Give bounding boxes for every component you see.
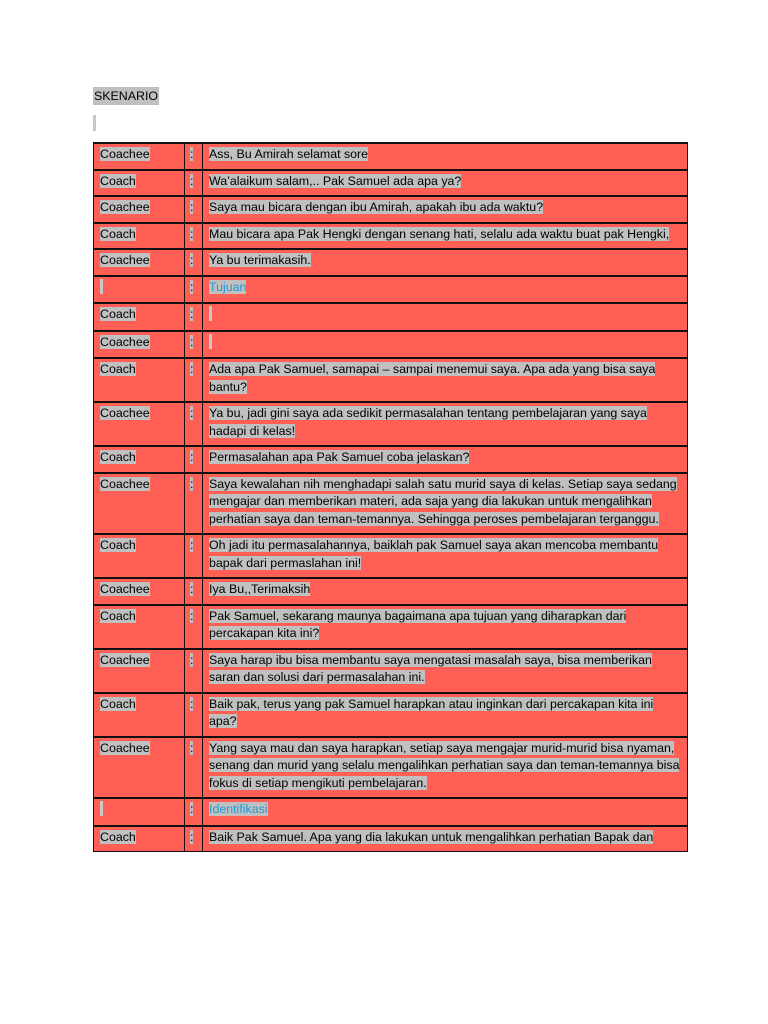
dialogue-row: [94, 402, 688, 446]
separator-cell: [185, 605, 203, 649]
separator: :: [190, 582, 194, 596]
speaker-label: Coach: [100, 696, 136, 711]
speaker-cell: [94, 534, 185, 578]
speaker-label: Coach: [100, 362, 136, 376]
utterance-text: Saya mau bicara dengan ibu Amirah, apakah ibu ada waktu?: [209, 200, 544, 214]
separator: :: [190, 279, 194, 294]
utterance-text: Mau bicara apa Pak Hengki dengan senang hati, selalu ada waktu buat pak Hengki,: [209, 226, 670, 241]
separator-cell: [185, 276, 203, 304]
speaker-label: Coachee: [100, 582, 150, 596]
separator-cell: [185, 196, 203, 223]
separator-cell: [185, 649, 203, 693]
dialogue-row: [94, 473, 688, 535]
speaker-cell: [94, 331, 185, 359]
speaker-cell: [94, 303, 185, 331]
speaker-label: Coachee: [100, 740, 150, 755]
dialogue-row: [94, 143, 688, 170]
dialogue-row: [94, 693, 688, 737]
speaker-label: Coachee: [100, 147, 150, 161]
utterance-cell: [203, 223, 688, 250]
speaker-label: Coach: [100, 608, 136, 623]
speaker-cell: [94, 143, 185, 170]
utterance-text: Ass, Bu Amirah selamat sore: [209, 147, 369, 161]
speaker-label: Coachee: [100, 406, 150, 420]
utterance-text: Iya Bu,,Terimaksih: [209, 582, 311, 596]
separator: :: [190, 608, 194, 623]
utterance-cell: [203, 358, 688, 402]
blank-mark: [209, 334, 212, 349]
dialogue-row: [94, 578, 688, 605]
separator-cell: [185, 446, 203, 473]
separator: :: [190, 740, 194, 755]
separator-cell: [185, 331, 203, 359]
blank-paragraph-mark: [93, 115, 96, 131]
blank-mark: [209, 306, 212, 321]
utterance-cell: [203, 826, 688, 852]
speaker-cell: [94, 402, 185, 446]
utterance-cell: [203, 737, 688, 799]
speaker-label: Coachee: [100, 200, 150, 214]
separator: :: [190, 652, 194, 667]
utterance-text: Saya harap ibu bisa membantu saya mengatasi masalah saya, bisa memberikan saran dan solusi dari permasalahan ini.: [209, 652, 652, 684]
blank-mark: [100, 279, 103, 294]
speaker-label: Coach: [100, 538, 136, 552]
dialogue-row: [94, 249, 688, 276]
utterance-cell: [203, 473, 688, 535]
speaker-cell: [94, 798, 185, 826]
speaker-cell: [94, 170, 185, 197]
separator: :: [190, 307, 194, 321]
dialogue-row: [94, 737, 688, 799]
separator: :: [190, 362, 194, 376]
utterance-text: Yang saya mau dan saya harapkan, setiap saya mengajar murid-murid bisa nyaman, senang dan murid yang selalu mengalihkan perhatian saya dan teman-temannya bisa fokus di setiap mengikuti pembelajaran.: [209, 740, 680, 790]
utterance-cell: [203, 276, 688, 304]
utterance-text: Saya kewalahan nih menghadapi salah satu murid saya di kelas. Setiap saya sedang mengajar dan memberikan materi, ada saja yang dia lakukan untuk mengalihkan perhatian saya dan teman-temannya. Sehingga peroses pembelajaran terganggu.: [209, 476, 677, 526]
speaker-cell: [94, 737, 185, 799]
separator: :: [190, 226, 194, 241]
separator-cell: [185, 249, 203, 276]
separator-cell: [185, 303, 203, 331]
page-title: SKENARIO: [94, 89, 159, 103]
separator: :: [190, 147, 194, 161]
separator-cell: [185, 826, 203, 852]
dialogue-row: [94, 331, 688, 359]
speaker-label: Coach: [100, 173, 136, 188]
separator: :: [190, 200, 194, 214]
dialogue-row: [94, 605, 688, 649]
separator: :: [190, 450, 194, 464]
dialogue-row: [94, 534, 688, 578]
separator-cell: [185, 737, 203, 799]
speaker-label: Coachee: [100, 652, 150, 667]
dialogue-table: [93, 142, 688, 852]
section-heading: Identifikasi: [209, 802, 268, 816]
utterance-cell: [203, 605, 688, 649]
speaker-cell: [94, 358, 185, 402]
dialogue-row: [94, 276, 688, 304]
separator-cell: [185, 693, 203, 737]
separator: :: [190, 829, 194, 844]
utterance-text: Oh jadi itu permasalahannya, baiklah pak Samuel saya akan mencoba membantu bapak dari permaslahan ini!: [209, 538, 659, 570]
speaker-cell: [94, 605, 185, 649]
speaker-label: Coachee: [100, 253, 150, 267]
utterance-text: Ya bu terimakasih.: [209, 253, 311, 267]
separator-cell: [185, 578, 203, 605]
separator: :: [190, 476, 194, 491]
separator-cell: [185, 223, 203, 250]
dialogue-row: [94, 649, 688, 693]
speaker-cell: [94, 693, 185, 737]
dialogue-row: [94, 358, 688, 402]
speaker-cell: [94, 196, 185, 223]
separator: :: [190, 538, 194, 552]
utterance-cell: [203, 693, 688, 737]
speaker-cell: [94, 249, 185, 276]
utterance-cell: [203, 143, 688, 170]
dialogue-row: [94, 826, 688, 852]
speaker-label: Coach: [100, 450, 136, 464]
separator-cell: [185, 358, 203, 402]
utterance-text: Baik Pak Samuel. Apa yang dia lakukan untuk mengalihkan perhatian Bapak dan: [209, 829, 654, 844]
utterance-text: Wa’alaikum salam,.. Pak Samuel ada apa ya?: [209, 173, 462, 188]
utterance-cell: [203, 446, 688, 473]
utterance-cell: [203, 303, 688, 331]
separator-cell: [185, 143, 203, 170]
separator-cell: [185, 798, 203, 826]
separator-cell: [185, 534, 203, 578]
speaker-cell: [94, 223, 185, 250]
speaker-cell: [94, 649, 185, 693]
speaker-cell: [94, 446, 185, 473]
dialogue-row: [94, 196, 688, 223]
utterance-text: Baik pak, terus yang pak Samuel harapkan atau inginkan dari percakapan kita ini apa?: [209, 696, 654, 728]
utterance-text: Permasalahan apa Pak Samuel coba jelaskan?: [209, 450, 470, 464]
speaker-label: Coach: [100, 829, 136, 844]
blank-mark: [100, 801, 103, 816]
section-heading: Tujuan: [209, 279, 247, 294]
dialogue-row: [94, 798, 688, 826]
speaker-cell: [94, 826, 185, 852]
dialogue-row: [94, 446, 688, 473]
utterance-text: Ya bu, jadi gini saya ada sedikit permasalahan tentang pembelajaran yang saya hadapi di kelas!: [209, 406, 647, 438]
dialogue-row: [94, 170, 688, 197]
speaker-label: Coach: [100, 226, 136, 241]
separator: :: [190, 802, 194, 816]
separator-cell: [185, 402, 203, 446]
separator-cell: [185, 473, 203, 535]
utterance-cell: [203, 249, 688, 276]
utterance-cell: [203, 196, 688, 223]
speaker-label: Coach: [100, 307, 136, 321]
separator: :: [190, 173, 194, 188]
utterance-cell: [203, 649, 688, 693]
speaker-label: Coachee: [100, 476, 150, 491]
separator: :: [190, 406, 194, 420]
utterance-cell: [203, 798, 688, 826]
speaker-label: Coachee: [100, 334, 150, 349]
separator: :: [190, 253, 194, 267]
utterance-cell: [203, 534, 688, 578]
utterance-cell: [203, 170, 688, 197]
separator: :: [190, 696, 194, 711]
separator-cell: [185, 170, 203, 197]
utterance-text: Ada apa Pak Samuel, samapai – sampai menemui saya. Apa ada yang bisa saya bantu?: [209, 362, 656, 394]
speaker-cell: [94, 276, 185, 304]
dialogue-row: [94, 303, 688, 331]
utterance-cell: [203, 402, 688, 446]
speaker-cell: [94, 578, 185, 605]
utterance-cell: [203, 578, 688, 605]
utterance-text: Pak Samuel, sekarang maunya bagaimana apa tujuan yang diharapkan dari percakapan kita ini?: [209, 608, 627, 640]
utterance-cell: [203, 331, 688, 359]
dialogue-body: [94, 143, 688, 852]
speaker-cell: [94, 473, 185, 535]
separator: :: [190, 334, 194, 349]
dialogue-row: [94, 223, 688, 250]
